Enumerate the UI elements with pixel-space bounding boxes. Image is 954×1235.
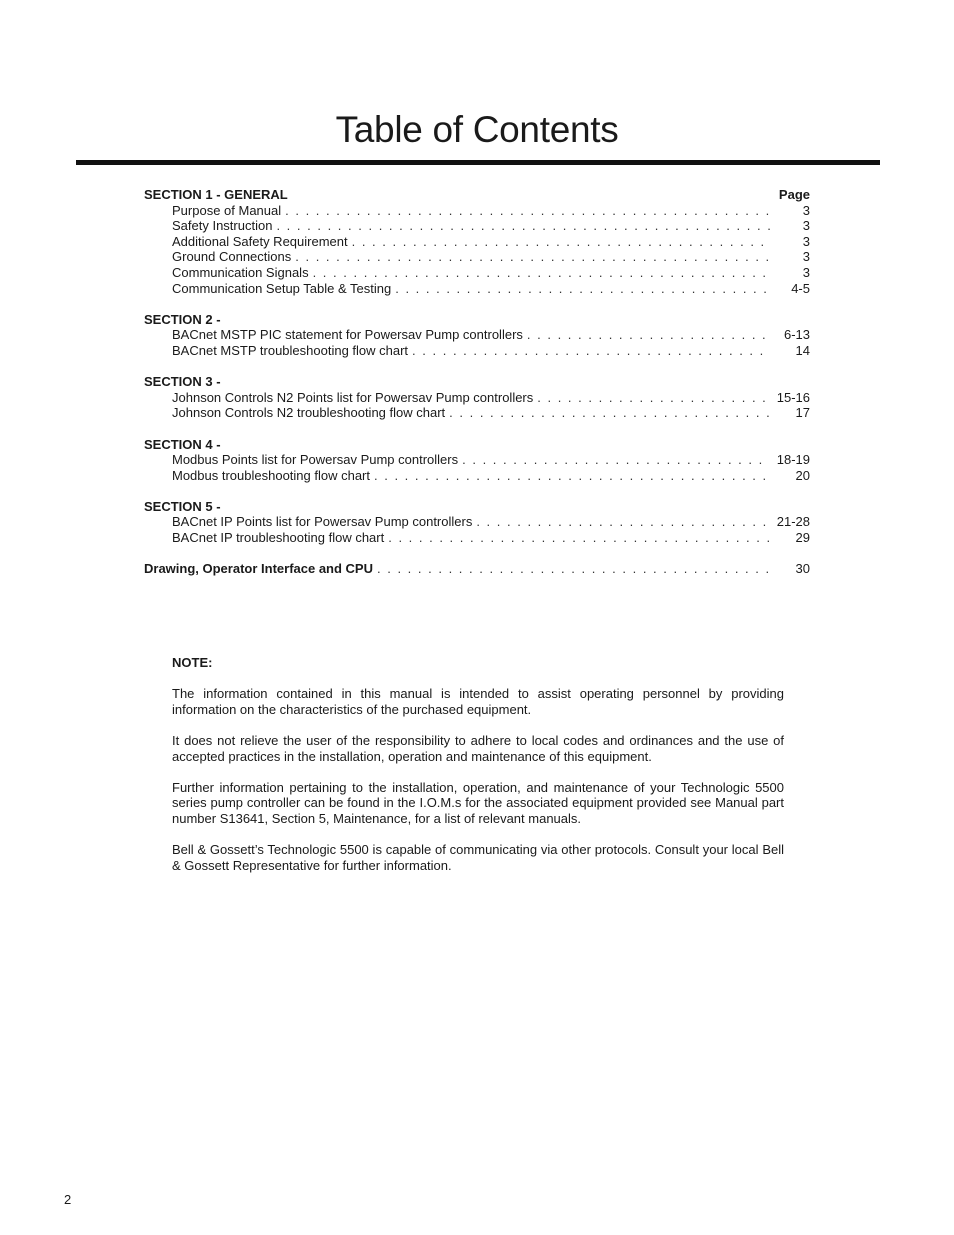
toc-entry[interactable]	[144, 249, 810, 265]
toc-entry-label: Modbus Points list for Powersav Pump controllers	[172, 452, 459, 468]
dot-leader	[352, 234, 770, 250]
dot-leader	[395, 281, 770, 297]
toc-entry-label: Safety Instruction	[172, 218, 273, 234]
spacer	[144, 483, 810, 499]
toc-entry-label: Modbus troubleshooting flow chart	[172, 467, 371, 483]
toc-entry[interactable]	[144, 281, 810, 297]
title-divider	[76, 160, 880, 165]
toc-entry[interactable]	[144, 405, 810, 421]
note-heading: NOTE:	[172, 655, 213, 670]
page-number: 2	[64, 1192, 72, 1207]
toc-entry-page: 15-16	[776, 389, 810, 405]
toc-entry-page: 17	[795, 405, 810, 421]
toc-entry-label: Ground Connections	[172, 249, 292, 265]
toc-entry-drawings[interactable]	[144, 561, 810, 577]
toc-entry-page: 21-28	[776, 514, 810, 530]
toc-entry-label: Additional Safety Requirement	[172, 233, 348, 249]
note-paragraph: Further information pertaining to the installation, operation, and maintenance of your Technologic 5500 series pump controller can be found in the I.O.M.s for the associated equipment provided see Manual part number S13641, Section 5, Maintenance, for a list of relevant manuals.	[172, 779, 784, 826]
dot-leader	[449, 405, 770, 421]
toc-entry-page: 29	[795, 530, 810, 546]
toc-entry-label: Purpose of Manual	[172, 202, 282, 218]
toc-entry-page: 18-19	[776, 452, 810, 468]
toc-entry[interactable]	[144, 234, 810, 250]
toc-entry-label: BACnet IP Points list for Powersav Pump controllers	[172, 514, 473, 530]
dot-leader	[276, 218, 770, 234]
toc-entry-page: 14	[795, 342, 810, 358]
dot-leader	[313, 265, 770, 281]
toc-entry-page: 30	[795, 561, 810, 577]
toc-entry-page: 3	[802, 249, 810, 265]
dot-leader	[527, 327, 770, 343]
toc-entry-page: 3	[802, 233, 810, 249]
toc-entry[interactable]	[144, 265, 810, 281]
section-heading	[144, 187, 810, 203]
spacer	[144, 421, 810, 437]
toc-entry[interactable]	[144, 203, 810, 219]
toc-entry-page: 6-13	[783, 327, 810, 343]
toc-entry[interactable]	[144, 530, 810, 546]
toc-entry[interactable]	[144, 343, 810, 359]
note-paragraph: Bell & Gossett’s Technologic 5500 is capable of communicating via other protocols. Consult your local Bell & Gossett Representative for further information.	[172, 842, 784, 873]
dot-leader	[412, 343, 770, 359]
note-block	[172, 655, 784, 889]
section-3-heading: SECTION 3 -	[144, 374, 221, 390]
toc-entry-label: Communication Signals	[172, 264, 309, 280]
dot-leader	[285, 203, 770, 219]
toc-entry[interactable]	[144, 218, 810, 234]
dot-leader	[462, 452, 770, 468]
toc-entry-page: 3	[802, 218, 810, 234]
toc-entry[interactable]	[144, 327, 810, 343]
spacer	[144, 546, 810, 562]
dot-leader	[388, 530, 770, 546]
toc-entry-label: Johnson Controls N2 Points list for Powersav Pump controllers	[172, 389, 534, 405]
page-column-header: Page	[778, 187, 810, 202]
section-1-heading: SECTION 1 - GENERAL	[144, 187, 288, 202]
section-heading	[144, 312, 810, 328]
toc-entry-page: 20	[795, 467, 810, 483]
dot-leader	[374, 468, 770, 484]
section-4-heading: SECTION 4 -	[144, 436, 221, 452]
section-heading	[144, 374, 810, 390]
toc-entry[interactable]	[144, 452, 810, 468]
section-heading	[144, 499, 810, 515]
toc-entry-page: 3	[802, 264, 810, 280]
spacer	[144, 296, 810, 312]
spacer	[144, 359, 810, 375]
toc-entry[interactable]	[144, 468, 810, 484]
toc-entry[interactable]	[144, 390, 810, 406]
page-title: Table of Contents	[335, 109, 619, 150]
dot-leader	[295, 249, 770, 265]
table-of-contents	[144, 187, 810, 577]
note-paragraph: The information contained in this manual is intended to assist operating personnel by providing information on the characteristics of the purchased equipment.	[172, 686, 784, 717]
toc-entry-label: BACnet MSTP troubleshooting flow chart	[172, 342, 409, 358]
dot-leader	[476, 514, 770, 530]
toc-entry-label: Drawing, Operator Interface and CPU	[144, 561, 373, 577]
section-heading	[144, 437, 810, 453]
note-paragraph: It does not relieve the user of the responsibility to adhere to local codes and ordinances and the use of accepted practices in the installation, operation and maintenance of this equipment.	[172, 732, 784, 764]
toc-entry-label: Johnson Controls N2 troubleshooting flow chart	[172, 405, 446, 421]
toc-entry-page: 3	[802, 202, 810, 218]
toc-entry-label: BACnet MSTP PIC statement for Powersav Pump controllers	[172, 327, 523, 343]
toc-entry-label: BACnet IP troubleshooting flow chart	[172, 530, 385, 546]
section-5-heading: SECTION 5 -	[144, 498, 221, 514]
section-2-heading: SECTION 2 -	[144, 311, 221, 327]
toc-entry-label: Communication Setup Table & Testing	[172, 280, 392, 296]
toc-entry[interactable]	[144, 514, 810, 530]
dot-leader	[377, 561, 770, 577]
toc-entry-page: 4-5	[791, 280, 810, 296]
dot-leader	[537, 390, 770, 406]
